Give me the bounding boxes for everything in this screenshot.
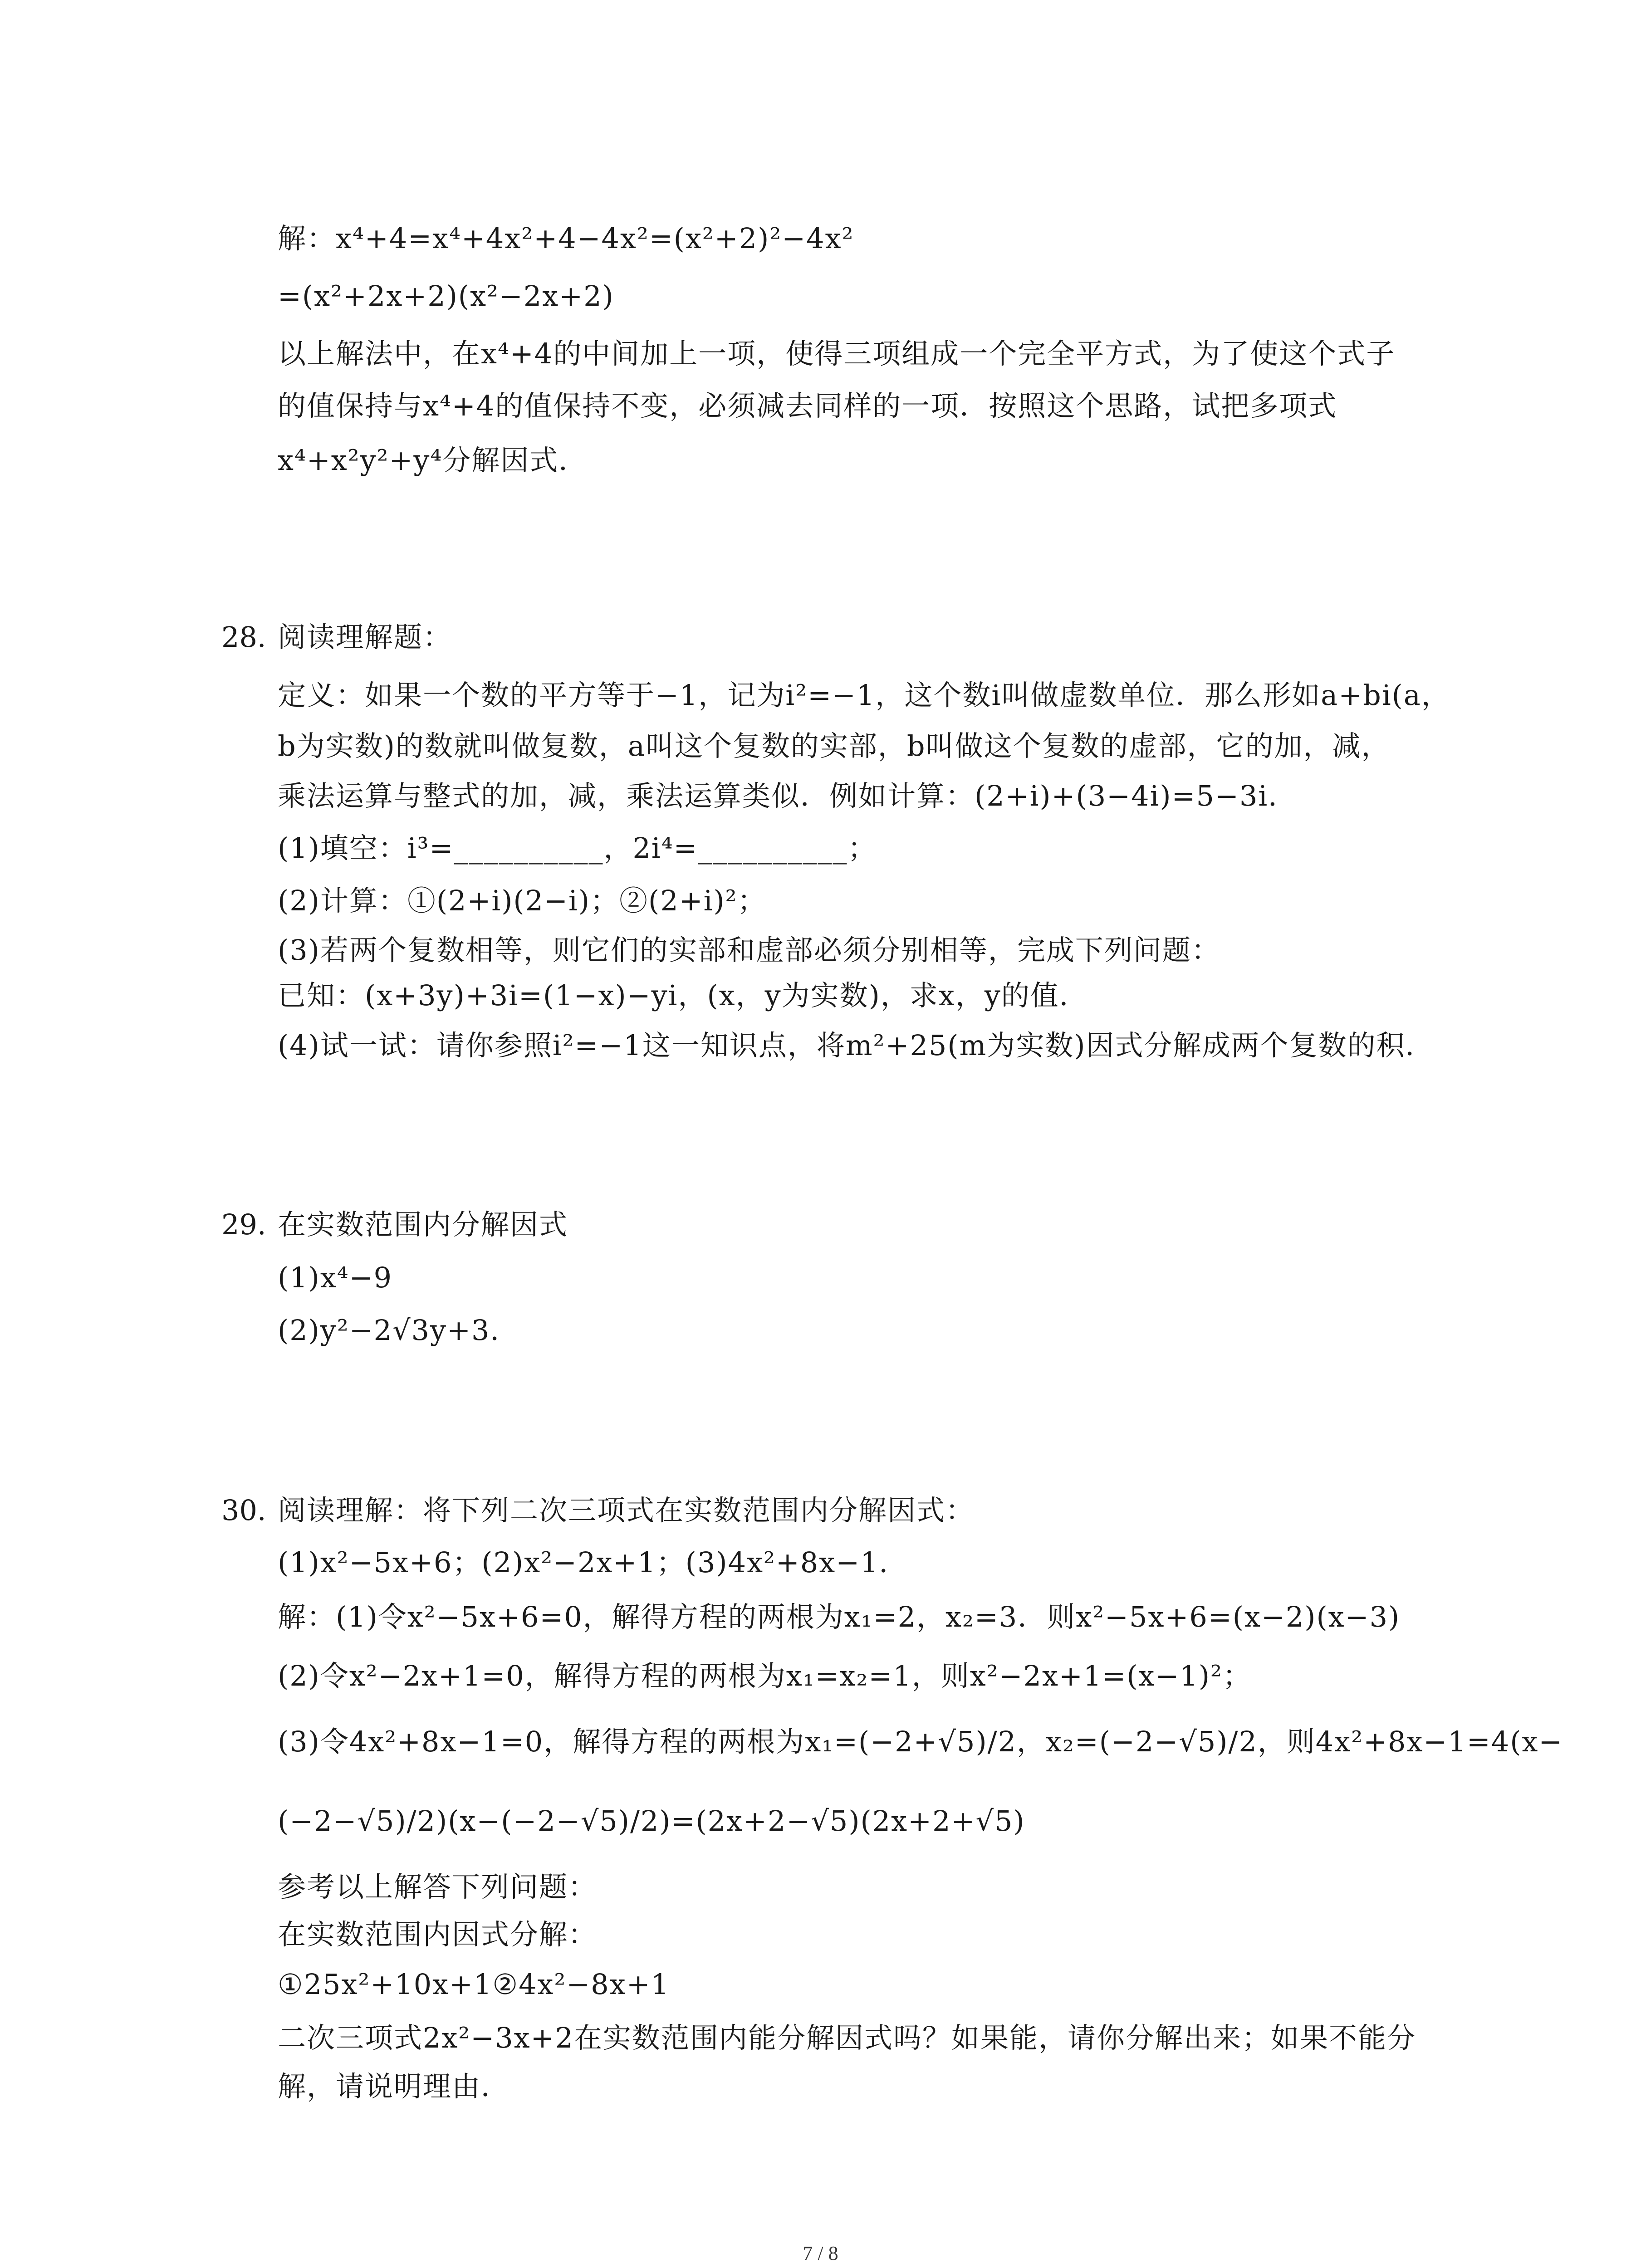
question-28-line-3: 乘法运算与整式的加，减，乘法运算类似．例如计算：(2+i)+(3−4i)=5−3i．	[278, 779, 1298, 812]
question-30-line-9: 二次三项式2x²−3x+2在实数范围内能分解因式吗？如果能，请你分解出来；如果不能分	[278, 2021, 1416, 2054]
page-number: 7 / 8	[803, 2242, 838, 2264]
question-28-line-2: b为实数)的数就叫做复数，a叫这个复数的实部，b叫做这个复数的虚部，它的加，减，	[278, 729, 1391, 763]
question-28-line-6: (3)若两个复数相等，则它们的实部和虚部必须分别相等，完成下列问题：	[278, 934, 1220, 967]
question-30-line-8: ①25x²+10x+1②4x²−8x+1	[278, 1968, 670, 2001]
intro-line-2: =(x²+2x+2)(x²−2x+2)	[278, 279, 614, 313]
question-28-line-5: (2)计算：①(2+i)(2−i)；②(2+i)²；	[278, 884, 767, 917]
question-30-line-7: 在实数范围内因式分解：	[278, 1918, 598, 1951]
question-30-line-6: 参考以上解答下列问题：	[278, 1870, 598, 1903]
question-30-line-3: (2)令x²−2x+1=0，解得方程的两根为x₁=x₂=1，则x²−2x+1=(x−1)²；	[278, 1659, 1252, 1692]
question-30-number: 30.	[221, 1494, 266, 1527]
question-30-line-1: (1)x²−5x+6；(2)x²−2x+1；(3)4x²+8x−1．	[278, 1546, 908, 1579]
question-29-number: 29.	[221, 1208, 266, 1241]
question-28-line-8: (4)试一试：请你参照i²=−1这一知识点，将m²+25(m为实数)因式分解成两个复数的积．	[278, 1029, 1435, 1062]
intro-line-4: 的值保持与x⁴+4的值保持不变，必须减去同样的一项．按照这个思路，试把多项式	[278, 389, 1337, 422]
question-30-line-4: (3)令4x²+8x−1=0，解得方程的两根为x₁=(−2+√5)/2，x₂=(−2−√5)/2，则4x²+8x−1=4(x−	[278, 1725, 1563, 1758]
question-28-line-1: 定义：如果一个数的平方等于−1，记为i²=−1，这个数i叫做虚数单位．那么形如a+bi(a，	[278, 679, 1450, 712]
question-29-line-1: (1)x⁴−9	[278, 1261, 393, 1294]
question-28-line-7: 已知：(x+3y)+3i=(1−x)−yi，(x，y为实数)，求x，y的值．	[278, 979, 1088, 1012]
intro-line-3: 以上解法中，在x⁴+4的中间加上一项，使得三项组成一个完全平方式，为了使这个式子	[278, 337, 1396, 370]
question-30-title: 阅读理解：将下列二次三项式在实数范围内分解因式：	[278, 1494, 975, 1527]
question-30-line-5: (−2−√5)/2)(x−(−2−√5)/2)=(2x+2−√5)(2x+2+√5)	[278, 1804, 1025, 1838]
question-30-line-2: 解：(1)令x²−5x+6=0，解得方程的两根为x₁=2，x₂=3．则x²−5x+6=(x−2)(x−3)	[278, 1600, 1401, 1633]
question-28-title: 阅读理解题：	[278, 621, 452, 654]
intro-line-5: x⁴+x²y²+y⁴分解因式．	[278, 444, 588, 477]
question-28-number: 28.	[221, 621, 266, 654]
question-30-line-10: 解，请说明理由．	[278, 2070, 510, 2103]
question-28-line-4: (1)填空：i³=__________，2i⁴=__________；	[278, 831, 877, 865]
question-29-title: 在实数范围内分解因式	[278, 1208, 568, 1241]
intro-line-1: 解：x⁴+4=x⁴+4x²+4−4x²=(x²+2)²−4x²	[278, 222, 854, 255]
question-29-line-2: (2)y²−2√3y+3．	[278, 1314, 519, 1347]
